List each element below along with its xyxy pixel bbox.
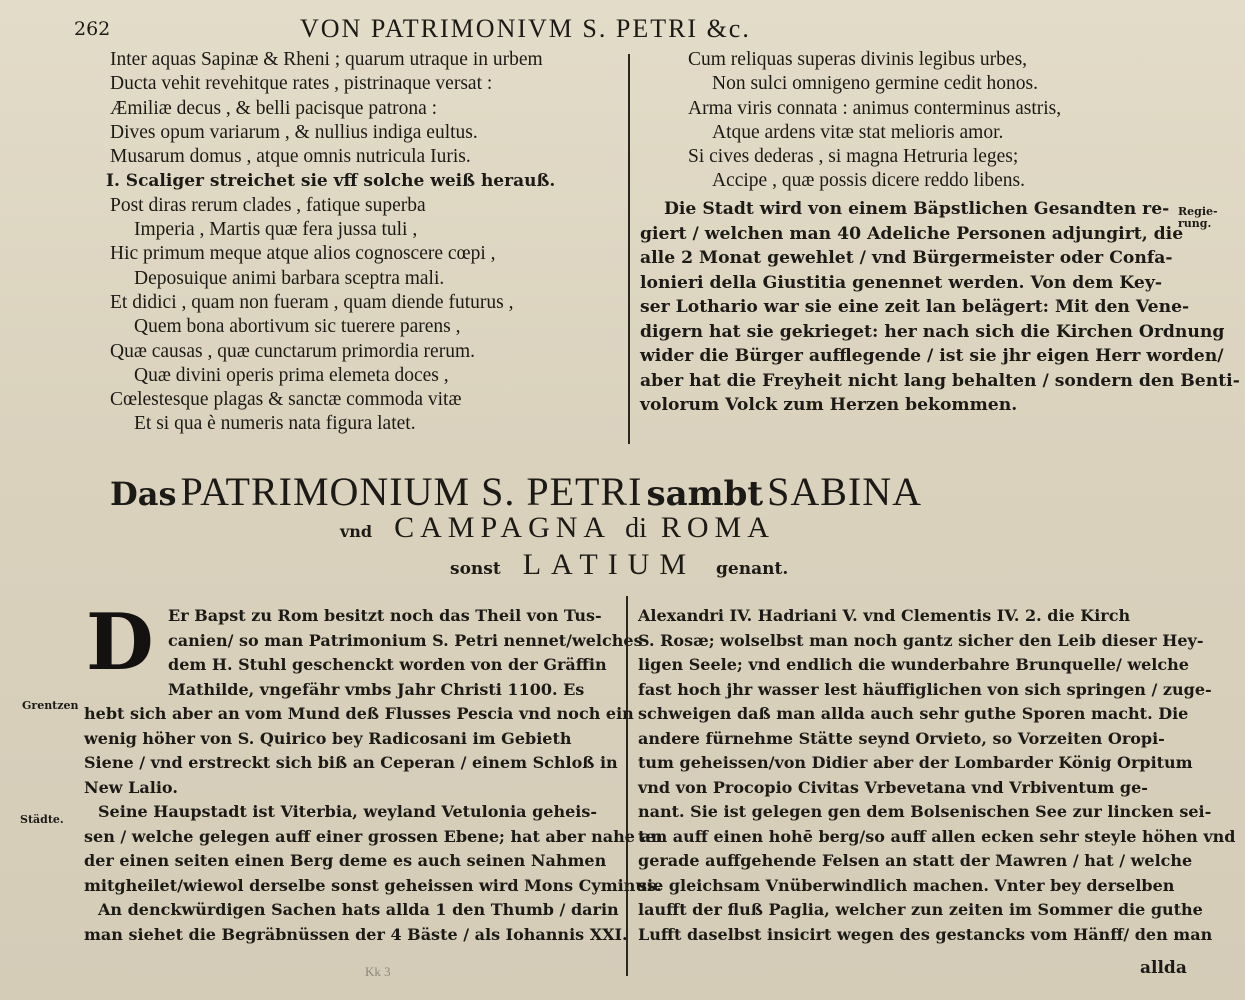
verse-line: Musarum domus , atque omnis nutricula Iuris. (110, 146, 471, 168)
body-line: Seine Haupstadt ist Viterbia, weyland Vetulonia geheis- (98, 802, 597, 821)
margin-note-staedte: Städte. (20, 813, 64, 826)
body-line: dem H. Stuhl geschenckt worden von der Gräffin (168, 655, 607, 674)
verse-line: Æmiliæ decus , & belli pacisque patrona : (110, 97, 438, 119)
heading-campagna: CAMPAGNA (394, 511, 612, 544)
body-left-column (84, 597, 663, 947)
heading-genant: genant. (716, 559, 789, 579)
verse-line: Inter aquas Sapinæ & Rheni ; quarum utraque in urbem (110, 49, 543, 70)
prose-line: wider die Bürger aufflegende / ist sie jhr eigen Herr worden/ (640, 346, 1224, 366)
body-line: andere fürnehme Stätte seynd Orvieto, so Vorzeiten Oropi- (638, 728, 1165, 748)
body-line: man siehet die Begräbnüssen der 4 Bäste / als Iohannis XXI. (84, 924, 628, 944)
verse-line: Post diras rerum clades , fatique superba (110, 194, 426, 216)
body-line: Lufft daselbst insicirt wegen des gestancks vom Hänff/ den man (638, 924, 1213, 944)
verse-line: Quem bona abortivum sic tuerere parens , (134, 316, 461, 338)
body-right-column (638, 604, 1235, 947)
drop-cap: D (86, 597, 154, 688)
verse-left-column (106, 48, 556, 437)
heading-prefix-3: sonst (450, 559, 501, 579)
verse-line: Et si qua è numeris nata figura latet. (134, 413, 416, 435)
body-line: nant. Sie ist gelegen gen dem Bolsenischen See zur lincken sei- (638, 802, 1212, 821)
heading-connector: sambt (646, 474, 764, 514)
body-line: ten auff einen hohē berg/so auff allen ecken sehr steyle höhen vnd (638, 826, 1236, 846)
body-line: tum geheissen/von Didier aber der Lombarder König Orpitum (638, 753, 1193, 772)
verse-line: Arma viris connata : animus conterminus astris, (688, 97, 1062, 119)
body-line: S. Rosæ; wolselbst man noch gantz sicher den Leib dieser Hey- (638, 630, 1204, 650)
heading-prefix: Das (110, 475, 177, 513)
signature-mark: Kk 3 (365, 964, 391, 979)
body-line: fast hoch jhr wasser lest häuffiglichen von sich springen / zuge- (638, 679, 1212, 699)
prose-line: digern hat sie gekrieget: her nach sich die Kirchen Ordnung (640, 321, 1225, 342)
verse-line: Quæ causas , quæ cunctarum primordia rerum. (110, 340, 475, 362)
heading-roma: ROMA (660, 511, 775, 544)
prose-line: giert / welchen man 40 Adeliche Personen adjungirt, die (640, 223, 1184, 244)
verse-line: Cum reliquas superas divinis legibus urbes, (688, 49, 1028, 70)
body-line: ligen Seele; vnd endlich die wunderbahre Brunquelle/ welche (638, 655, 1189, 674)
verse-right-column (688, 48, 1061, 194)
heading-di: di (625, 513, 647, 544)
body-line: Alexandri IV. Hadriani V. vnd Clementis IV. 2. die Kirch (638, 606, 1131, 625)
verse-line: Atque ardens vitæ stat melioris amor. (712, 121, 1004, 143)
page-number: 262 (74, 18, 111, 40)
verse-line: Non sulci omnigeno germine cedit honos. (712, 73, 1039, 95)
catchword: allda (1140, 958, 1187, 978)
prose-line: ser Lothario war sie eine zeit lan belägert: Mit den Vene- (640, 297, 1190, 317)
verse-line: I. Scaliger streichet sie vff solche weiß herauß. (106, 171, 556, 192)
heading-sabina: SABINA (767, 469, 922, 514)
heading-title: PATRIMONIUM S. PETRI (180, 469, 643, 514)
body-line: gerade auffgehende Felsen an statt der Mawren / hat / welche (638, 851, 1193, 870)
heading-latium: LATIUM (522, 548, 697, 581)
prose-line: aber hat die Freyheit nicht lang behalten / sondern den Benti- (640, 370, 1240, 391)
section-heading-line3 (450, 548, 1245, 582)
body-line: Er Bapst zu Rom besitzt noch das Theil von Tus- (168, 606, 602, 625)
verse-line: Imperia , Martis quæ fera jussa tuli , (134, 219, 418, 241)
verse-line: Ducta vehit revehitque rates , pistrinaque versat : (110, 73, 493, 95)
body-line: wenig höher von S. Quirico bey Radicosani im Gebieth (84, 728, 572, 748)
verse-line: Cœlestesque plagas & sanctæ commoda vitæ (110, 389, 462, 411)
section-heading-line1 (110, 468, 1245, 515)
prose-line: volorum Volck zum Herzen bekommen. (640, 395, 1018, 415)
body-line: sie gleichsam Vnüberwindlich machen. Vnter bey derselben (638, 875, 1175, 895)
verse-line: Accipe , quæ possis dicere reddo libens. (712, 170, 1026, 192)
column-divider-top (628, 54, 630, 444)
body-line: vnd von Procopio Civitas Vrbevetana vnd Vrbiventum ge- (638, 777, 1148, 797)
body-line: An denckwürdigen Sachen hats allda 1 den Thumb / darin (98, 900, 619, 919)
prose-line: lonieri della Giustitia genennet werden. Von dem Key- (640, 272, 1162, 293)
page-header (0, 14, 1245, 48)
verse-line: Si cives dederas , si magna Hetruria leges; (688, 146, 1019, 168)
body-line: Mathilde, vngefähr vmbs Jahr Christi 1100. Es (168, 679, 585, 699)
verse-line: Dives opum variarum , & nullius indiga eultus. (110, 121, 478, 143)
body-line: sen / welche gelegen auff einer grossen Ebene; hat aber nahe an (84, 826, 663, 846)
heading-prefix-2: vnd (340, 522, 373, 541)
body-line: Siene / vnd erstreckt sich biß an Ceperan / einem Schloß in (84, 753, 618, 772)
prose-line: Die Stadt wird von einem Bäpstlichen Gesandten re- (664, 199, 1170, 219)
verse-line: Et didici , quam non fueram , quam diende futurus , (110, 291, 514, 313)
body-line: der einen seiten einen Berg deme es auch seinen Nahmen (84, 851, 607, 870)
body-line: New Lalio. (84, 777, 178, 797)
verse-line: Hic primum meque atque alios cognoscere cœpi , (110, 243, 496, 265)
body-line: hebt sich aber an vom Mund deß Flusses Pescia vnd noch ein (84, 704, 634, 723)
verse-line: Deposuique animi barbara sceptra mali. (134, 267, 445, 289)
body-line: mitgheilet/wiewol derselbe sonst geheissen wird Mons Cyminus. (84, 875, 662, 895)
body-line: laufft der fluß Paglia, welcher zun zeiten im Sommer die guthe (638, 900, 1203, 919)
running-title: VON PATRIMONIVM S. PETRI &c. (300, 14, 751, 43)
margin-note-regierung: Regie- rung. (1178, 205, 1218, 230)
verse-line: Quæ divini operis prima elemeta doces , (134, 364, 449, 386)
prose-line: alle 2 Monat gewehlet / vnd Bürgermeister oder Confa- (640, 248, 1173, 268)
prose-right-top (640, 197, 1240, 418)
section-heading-line2 (340, 511, 1245, 545)
body-line: schweigen daß man allda auch sehr guthe Sporen macht. Die (638, 704, 1189, 723)
margin-note-grentzen: Grentzen (22, 699, 79, 712)
body-line: canien/ so man Patrimonium S. Petri nennet/welches (168, 630, 643, 650)
